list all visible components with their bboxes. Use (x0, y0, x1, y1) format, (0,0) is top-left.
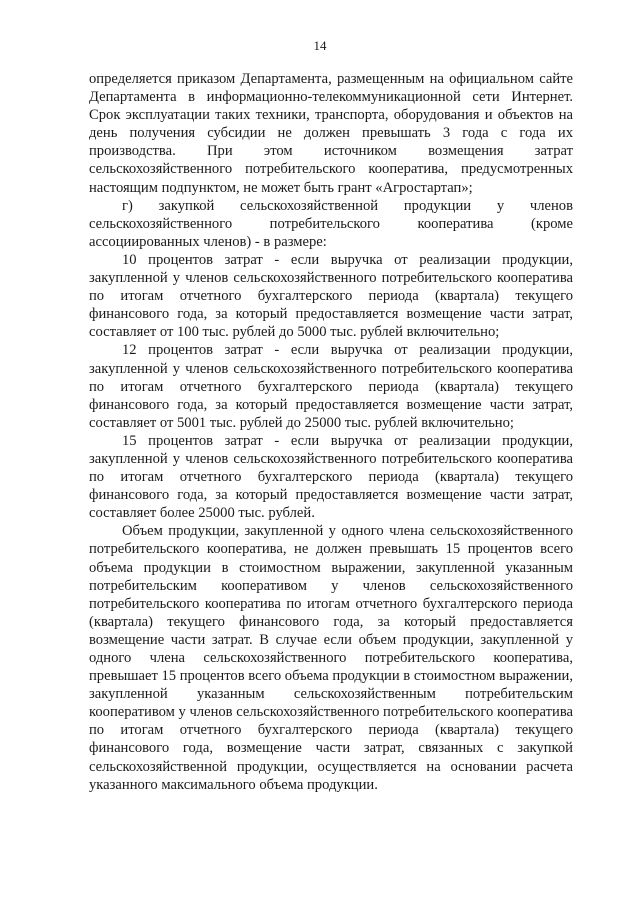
paragraph-continuation: определяется приказом Департамента, размещенным на официальном сайте Департамента в информационно-телекоммуникационной сети Интернет. Срок эксплуатации таких техники, транспорта, оборудования и объектов на день получения субсидии не должен превышать 3 года с года их производства. При этом источником возмещения затрат сельскохозяйственного потребительского кооператива, предусмотренных настоящим подпунктом, не может быть грант «Агростартап»; (89, 71, 573, 196)
paragraph-rate-12: 12 процентов затрат - если выручка от реализации продукции, закупленной у членов сельскохозяйственного потребительского кооператива по итогам отчетного бухгалтерского периода (квартала) текущего финансового года, за который предоставляется возмещение части затрат, составляет от 5001 тыс. рублей до 25000 тыс. рублей включительно; (89, 342, 573, 431)
paragraph-rate-10: 10 процентов затрат - если выручка от реализации продукции, закупленной у членов сельскохозяйственного потребительского кооператива по итогам отчетного бухгалтерского периода (квартала) текущего финансового года, за который предоставляется возмещение части затрат, составляет от 100 тыс. рублей до 5000 тыс. рублей включительно; (89, 251, 573, 341)
document-body (89, 70, 573, 794)
paragraph-subitem-g: г) закупкой сельскохозяйственной продукции у членов сельскохозяйственного потребительского кооператива (кроме ассоциированных членов) - в размере: (89, 197, 573, 250)
paragraph-volume-limit: Объем продукции, закупленной у одного члена сельскохозяйственного потребительского кооператива, не должен превышать 15 процентов всего объема продукции в стоимостном выражении, закупленной указанным потребительским кооперативом у членов сельскохозяйственного потребительского кооператива по итогам отчетного бухгалтерского периода (квартала) текущего финансового года, за который предоставляется возмещение части затрат. В случае если объем продукции, закупленной у одного члена сельскохозяйственного потребительского кооператива, превышает 15 процентов всего объема продукции в стоимостном выражении, закупленной указанным сельскохозяйственным потребительским кооперативом у членов сельскохозяйственного потребительского кооператива по итогам отчетного бухгалтерского периода (квартала) текущего финансового года, возмещение части затрат, связанных с закупкой сельскохозяйственной продукции, осуществляется на основании расчета указанного максимального объема продукции. (89, 523, 573, 793)
paragraph-rate-15: 15 процентов затрат - если выручка от реализации продукции, закупленной у членов сельскохозяйственного потребительского кооператива по итогам отчетного бухгалтерского периода (квартала) текущего финансового года, за который предоставляется возмещение части затрат, составляет более 25000 тыс. рублей. (89, 432, 573, 522)
page-number: 14 (313, 38, 327, 53)
